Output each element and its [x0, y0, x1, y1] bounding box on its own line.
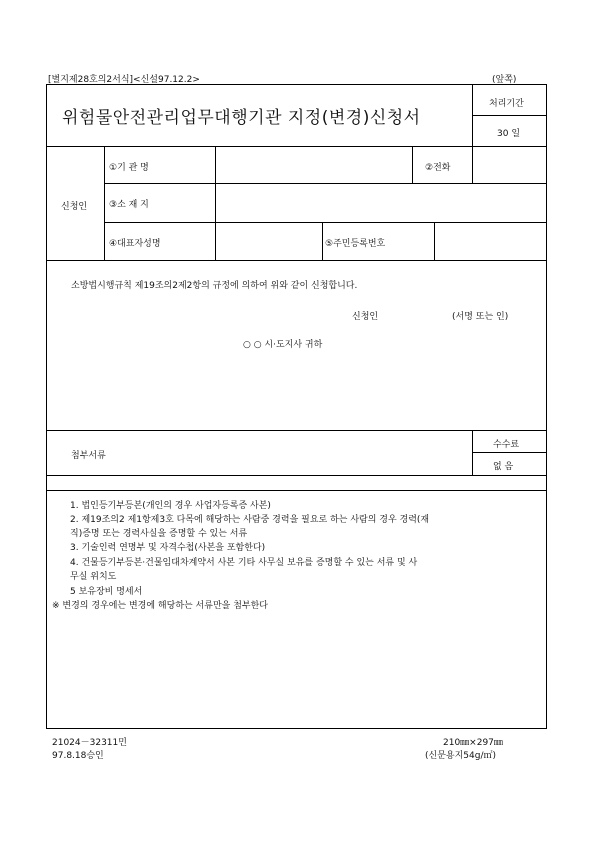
divider — [434, 222, 435, 260]
rep-name-field[interactable] — [217, 224, 321, 259]
applicant-section-label: 신청인 — [61, 202, 88, 212]
divider — [46, 260, 547, 261]
footer-approval: 97.8.18승인 — [52, 751, 104, 761]
divider — [472, 84, 473, 146]
divider — [472, 452, 547, 453]
footer-paper: (신문용지54g/㎡) — [425, 751, 496, 761]
note-item: 3. 기술인력 연명부 및 자격수첩(사본을 포함한다) — [70, 543, 266, 553]
address-field[interactable] — [217, 185, 545, 221]
divider — [322, 222, 323, 260]
processing-period-value: 30 일 — [497, 129, 521, 139]
org-name-field[interactable] — [217, 148, 410, 182]
divider — [46, 490, 547, 491]
resident-no-field[interactable] — [436, 224, 546, 259]
application-statement: 소방법시행규칙 제19조의2제2항의 규정에 의하여 위와 같이 신청합니다. — [71, 281, 358, 291]
rep-name-label: ④대표자성명 — [109, 239, 161, 249]
note-item: 4. 건물등기부등본·건물임대차계약서 사본 기타 사무실 보유를 증명할 수 있는 서류 및 사 — [70, 558, 418, 568]
divider — [104, 183, 547, 184]
fee-value: 없 음 — [493, 462, 514, 472]
org-name-label: ①기 관 명 — [109, 163, 149, 173]
resident-no-label: ⑤주민등록번호 — [325, 239, 386, 249]
fee-label: 수수료 — [493, 440, 520, 450]
processing-period-label: 처리기간 — [489, 99, 524, 109]
divider — [472, 430, 473, 475]
divider — [472, 146, 473, 183]
form-code: [별지제28호의2서식]<신설97.12.2> — [48, 75, 200, 85]
footer-size: 210㎜×297㎜ — [443, 738, 503, 748]
note-item: ※ 변경의 경우에는 변경에 해당하는 서류만을 첨부한다 — [52, 601, 268, 611]
attachments-label: 첨부서류 — [71, 451, 106, 461]
signer-label: 신청인 — [352, 312, 379, 322]
divider — [472, 115, 547, 116]
phone-label: ②전화 — [425, 163, 451, 173]
note-item: 무실 위치도 — [70, 572, 117, 582]
page-side: (앞쪽) — [492, 75, 517, 85]
divider — [412, 146, 413, 183]
note-item: 직)증명 또는 경력사실을 증명할 수 있는 서류 — [70, 529, 248, 539]
phone-field[interactable] — [474, 148, 546, 182]
footer-code: 21024－32311민 — [52, 738, 127, 748]
divider — [215, 146, 216, 260]
note-item: 2. 제19조의2 제1항제3호 다목에 해당하는 사람중 경력을 필요로 하는 사람의 경우 경력(재 — [70, 515, 430, 525]
address-label: ③소 재 지 — [109, 200, 149, 210]
note-item: 1. 법인등기부등본(개인의 경우 사업자등록증 사본) — [70, 501, 271, 511]
divider — [104, 146, 105, 260]
divider — [46, 475, 547, 476]
divider — [104, 222, 547, 223]
signature-label: (서명 또는 인) — [452, 312, 509, 322]
page-title: 위험물안전관리업무대행기관 지정(변경)신청서 — [62, 108, 421, 128]
addressee: ○ ○ 시·도지사 귀하 — [243, 340, 323, 350]
note-item: 5 보유장비 명세서 — [70, 587, 143, 597]
